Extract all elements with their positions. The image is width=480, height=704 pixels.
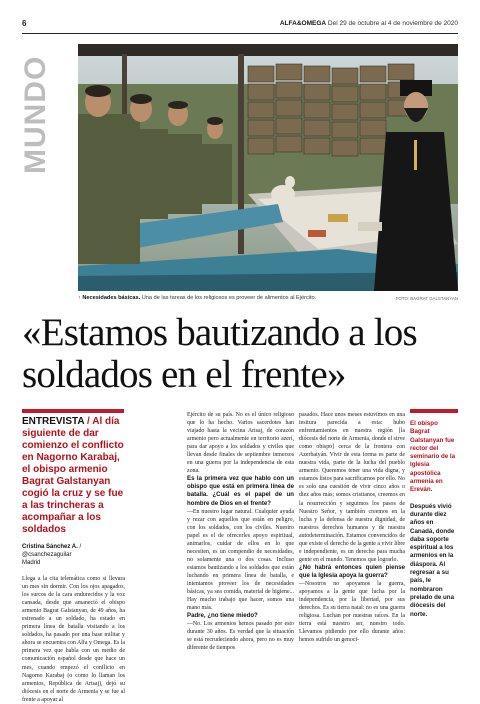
article-column-2 — [187, 411, 294, 652]
section-label — [19, 44, 52, 174]
accent-rule-right — [410, 409, 458, 413]
article-body-1 — [22, 575, 125, 704]
page-number: 6 — [22, 19, 27, 28]
top-bar — [22, 18, 458, 34]
publication-name: ALFA&OMEGA — [279, 20, 327, 27]
main-photo — [78, 44, 458, 291]
photo-caption: ↑ Necesidades básicas. Una de las tareas de los religiosos es proveer de alimentos al Ejército. — [78, 295, 317, 301]
answer: —En nuestro lugar natural. Cualquier ayuda y rezar con aquellos que están en peligro, con los soldados, con los civiles. Nuestro papel es el de ofrecerles apoyo espiritual, animarlos, cuidar de ellos en lo que necesiten, es un compendio de necesidades, no solamente una o dos cosas. Incluso estamos bautizando a los soldados que están luchando en primera línea de batalla, e intentamos proveer los de necesidades básicas, ya sea comida, material de higiene... Hay mucho trabajo que hacer, somos una mano más. — [187, 508, 294, 612]
accent-rule-left — [22, 409, 124, 413]
author-handle: / @csanchezaguilar — [22, 544, 82, 558]
question: Es la primera vez que hablo con un obispo que está en primera línea de batalla. ¿Cuál es el papel de un hombre de Dios en el frente? — [187, 475, 294, 507]
article-body-3 — [299, 411, 405, 644]
byline — [22, 543, 125, 567]
photo-credit: FOTO: BAGRAT GALSTANYAN — [395, 296, 458, 301]
sidebar-text-red: El obispo Bagrat Galstanyan fue rector del seminario de la Iglesia apostólica armenia en Ereván. — [410, 420, 456, 494]
article-column-1 — [22, 416, 125, 704]
answer: —Nosotros no apoyamos la guerra, apoyamos a la gente que lucha por la independencia, por la libertad, por sus derechos. Es su tierra natal: no es una guerra religiosa. Luchan por nuestras raíces. En la tierra está nuestro ser, nuestro todo. Llevamos pidiendo por ello durante años: hemos sufrido un genoci- — [299, 580, 405, 644]
caption-title: Necesidades básicas. — [82, 295, 141, 301]
kicker-text: Al día siguiente de dar comienzo el conflicto en Nagorno Karabaj, el obispo armenio Bagrat Galstanyan cogió la cruz y se fue a las trincheras a acompañar a los soldados — [22, 416, 124, 535]
date-range: Del 29 de octubre al 4 de noviembre de 2020 — [327, 20, 458, 27]
dateline: Madrid — [22, 560, 41, 566]
article-column-3 — [299, 411, 405, 644]
question: Padre, ¿no tiene miedo? — [187, 612, 258, 620]
section-label-text: MUNDO — [19, 55, 52, 174]
question: ¿No habrá entonces quien piense que la Iglesia apoya la guerra? — [299, 563, 405, 579]
headline: «Estamos bautizando a los soldados en el frente» — [22, 311, 417, 396]
kicker: ENTREVISTA / Al día siguiente de dar comienzo el conflicto en Nagorno Karabaj, el obispo armenio Bagrat Galstanyan cogió la cruz y se fue a las trincheras a acompañar a los soldados — [22, 416, 124, 535]
sidebar-text: Después vivió durante diez años en Canadá, donde daba soporte espiritual a los armenios en la diáspora. Al regresar a su país, le nombraron prelado de una diócesis del norte. — [410, 502, 455, 618]
paragraph: pasados. Hace unos meses estuvimos en una tesitura parecida a esta: hubo enfrentamientos en nuestra región [la diócesis del norte de Armenia, donde el sirve como obispo] cerca de la frontera con Azerbaiyán. Vivir de esta forma es parte de nuestra vida, parte de la lucha del pueblo armenio. Queremos tener una vida digna, y estamos listos para sacrificarnos por ello. No es solo una cuestión de vivir cinco años o diez años más; somos cristianos, creemos en la resurrección y seguimos los pasos de Nuestro Señor, y también creemos en la lucha y la defensa de nuestra dignidad, de nuestros derechos humanos y de nuestra autodeterminación. Estamos convencidos de que existe el derecho de la gente a vivir libre e independiente, es un derecho para mucha gente en el mundo. Tenemos que lograrlo. — [299, 412, 405, 563]
author-name: Cristina Sánchez A. — [22, 544, 78, 550]
photo-illustration — [78, 44, 458, 291]
caption-text: Una de las tareas de los religiosos es proveer de alimentos al Ejército. — [141, 295, 317, 301]
sidebar-bio — [410, 420, 458, 627]
article-body-2 — [187, 411, 294, 652]
kicker-label: ENTREVISTA — [22, 416, 85, 427]
masthead — [280, 20, 458, 27]
paragraph: Ejército de su país. No es el único religioso que lo ha hecho. Varios sacerdotes han viajado hasta la vecina Artsaj, de corazón armenio pero actualmente en territorio azerí, para dar apoyo a los soldados y civiles que llevan desde finales de septiembre inmersos en una guerra por la independencia de esta zona. — [187, 412, 294, 475]
answer: —No. Los armenios hemos pasado por esto durante 30 años. Es verdad que la situación se está recrudeciendo ahora, pero no es muy diferente de tiempos — [187, 621, 294, 652]
paragraph: Llega a la cita telemática como si llevara un mes sin dormir. Con los ojos apagados, los surcos de la cara endurecidos y la voz cansada, desde que amaneció el obispo armenio Bagrat Galstanyan, de 49 años, ha estrenado a un soldado, ha estado en primera línea de batalla visitando a los soldados, ha pasado por una base militar y ahora se encuentra con Alfa y Omega. Es la primera vez que habla con un medio de comunicación español desde que hace un mes, cuando empezó el conflicto en Nagorno Karabaj (o como lo llaman los armenios, República de Artsaj), dejó su diócesis en el norte de Armenia y se fue al frente a apoyar al — [22, 576, 125, 703]
